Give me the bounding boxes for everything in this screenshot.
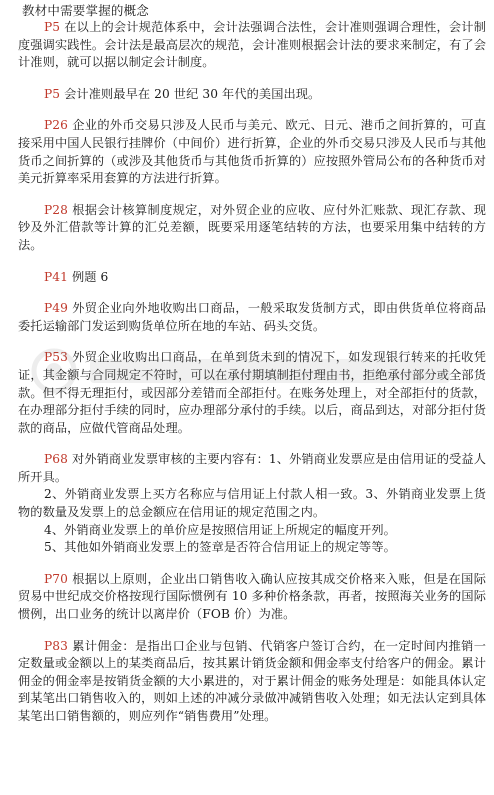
paragraph-p41-example: [18, 269, 486, 287]
paragraph-invoice-item-4: [18, 522, 486, 540]
paragraph-p26-currency: [18, 117, 486, 187]
paragraph-p53-refusal: [18, 349, 486, 437]
paragraph-text: 会计准则最早在 20 世纪 30 年代的美国出现。: [64, 86, 321, 101]
paragraph-p28-exchange: [18, 202, 486, 255]
page-reference: P70: [44, 571, 69, 586]
page-reference: P83: [44, 638, 69, 653]
page-reference: P28: [44, 202, 69, 217]
paragraph-text: 企业的外币交易只涉及人民币与美元、欧元、日元、港币之间折算的，可直接采用中国人民银行挂牌价（中间价）进行折算，企业的外币交易只涉及人民币与其他货币之间折算的（或涉及其他货币与其他货币折算的）应按照外管局公布的各种货币对美元折算率采用套算的方法进行折算。: [18, 118, 486, 186]
paragraph-text: 外贸企业收购出口商品，在单到货未到的情况下，如发现银行转来的托收凭证，其金额与合同规定不符时，可以在承付期填制拒付理由书，拒绝承付部分或全部货款。但不得无理拒付，或因部分差错而全部拒付。在账务处理上，对全部拒付的货款，在办理部分拒付手续的同时，应办理部分承付的手续。以后，商品到达，对部分拒付货款的商品，应做代管商品处理。: [18, 350, 486, 435]
page-reference: P5: [44, 86, 61, 101]
document-title: 教材中需要掌握的概念: [22, 3, 150, 18]
paragraph-invoice-item-5: [18, 539, 486, 557]
paragraph-p5-origin: [18, 86, 486, 104]
page-reference: P5: [44, 20, 61, 34]
paragraph-p83-commission: [18, 638, 486, 726]
paragraph-invoice-item-2-3: [18, 486, 486, 521]
page-reference: P41: [44, 269, 69, 284]
paragraph-p68-invoice-review: [18, 451, 486, 486]
paragraph-text: 例题 6: [72, 269, 109, 284]
paragraph-p49-shipment: [18, 300, 486, 335]
paragraph-p70-revenue: [18, 571, 486, 624]
page-reference: P49: [44, 301, 69, 316]
paragraph-text: 5、其他如外销商业发票上的签章是否符合信用证上的规定等等。: [44, 540, 396, 555]
paragraph-text: 2、外销商业发票上买方名称应与信用证上付款人相一致。3、外销商业发票上货物的数量及发票上的总金额应在信用证的规定范围之内。: [18, 487, 486, 520]
paragraph-text: 根据以上原则，企业出口销售收入确认应按其成交价格来入账，但是在国际贸易中世纪成交价格按现行国际惯例有 10 多种价格条款，再者，按照海关业务的国际惯例，出口业务的统计以离岸价（FOB 价）为准。: [18, 571, 486, 622]
page-reference: P53: [44, 350, 69, 365]
paragraph-p5-norms: [18, 19, 486, 72]
page-reference: P68: [44, 452, 69, 467]
paragraph-text: 对外销商业发票审核的主要内容有：1、外销商业发票应是由信用证的受益人所开具。: [18, 452, 486, 484]
paragraph-text: 外贸企业向外地收购出口商品，一般采取发货制方式，即由供货单位将商品委托运输部门发运到购货单位所在地的车站、码头交货。: [18, 301, 486, 333]
paragraph-text: 在以上的会计规范体系中，会计法强调合法性，会计准则强调合理性，会计制度强调实践性。会计法是最高层次的规范，会计准则根据会计法的要求来制定，有了会计准则，就可以据以制定会计制度。: [18, 20, 486, 70]
paragraph-text: 4、外销商业发票上的单价应是按照信用证上所规定的幅度开列。: [44, 522, 396, 537]
page-reference: P26: [44, 118, 69, 133]
paragraph-text: 累计佣金：是指出口企业与包销、代销客户签订合约，在一定时间内推销一定数量或金额以上的某类商品后，按其累计销货金额和佣金率支付给客户的佣金。累计佣金的佣金率是按销货金额的大小累进的，对于累计佣金的账务处理是：如能具体认定到某笔出口销售收入的，则如上述的冲减分录做冲减销售收入处理；如无法认定到具体某笔出口销售额的，则应列作“销售费用”处理。: [18, 638, 486, 723]
paragraph-text: 根据会计核算制度规定，对外贸企业的应收、应付外汇账款、现汇存款、现钞及外汇借款等计算的汇兑差额，既要采用逐笔结转的方法，也要采用集中结转的方法。: [18, 202, 486, 252]
